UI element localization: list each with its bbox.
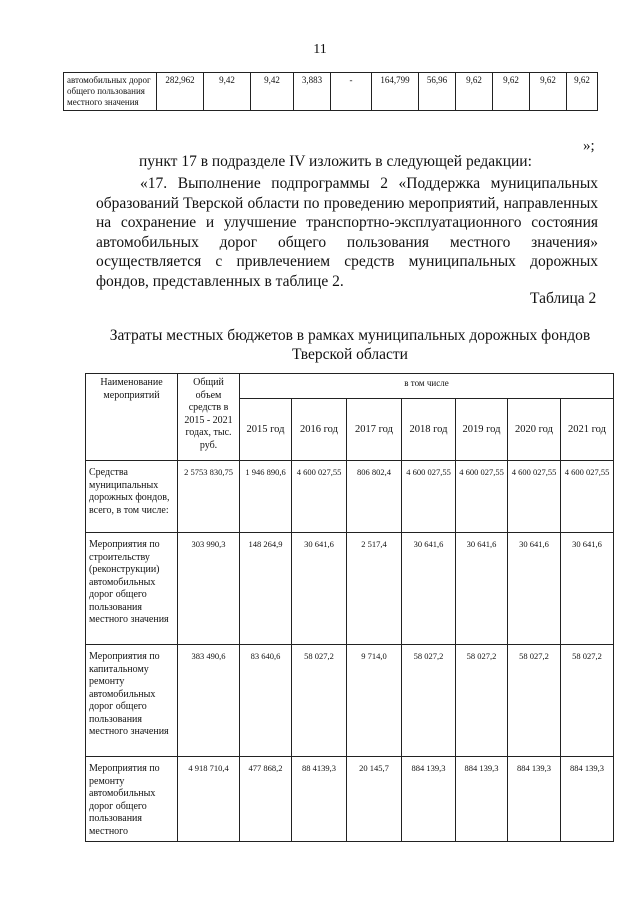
table-cell: 148 264,9	[240, 533, 292, 645]
table-cell: 4 600 027,55	[456, 461, 508, 533]
table-cell: 884 139,3	[561, 757, 614, 842]
row-name: Мероприятия по строительству (реконструкции) автомобильных дорог общего пользования местного значения	[86, 533, 178, 645]
table-cell: 58 027,2	[561, 645, 614, 757]
row-name: Средства муниципальных дорожных фондов, всего, в том числе:	[86, 461, 178, 533]
table-cell: 282,962	[157, 73, 204, 111]
header-year: 2017 год	[347, 399, 402, 461]
table-cell: 3,883	[294, 73, 331, 111]
table-cell: 9,62	[493, 73, 530, 111]
table-cell: 30 641,6	[402, 533, 456, 645]
table-row	[86, 645, 614, 757]
table-row	[86, 757, 614, 842]
table-cell: 4 600 027,55	[292, 461, 347, 533]
table-cell: 1 946 890,6	[240, 461, 292, 533]
header-year: 2019 год	[456, 399, 508, 461]
header-total: Общий объем средств в 2015 - 2021 годах, тыс. руб.	[178, 374, 240, 461]
table-cell: 9,42	[204, 73, 251, 111]
table-cell: 9,62	[567, 73, 598, 111]
table-cell: 806 802,4	[347, 461, 402, 533]
expenditure-table	[85, 373, 614, 842]
row-total: 2 5753 830,75	[178, 461, 240, 533]
table-cell: 30 641,6	[292, 533, 347, 645]
table-cell: 884 139,3	[456, 757, 508, 842]
table-cell: 58 027,2	[508, 645, 561, 757]
previous-table-fragment	[63, 72, 598, 111]
table-cell: 4 600 027,55	[402, 461, 456, 533]
row-name: Мероприятия по капитальному ремонту автомобильных дорог общего пользования местного значения	[86, 645, 178, 757]
amendment-intro-paragraph: пункт 17 в подразделе IV изложить в следующей редакции:	[139, 153, 532, 170]
page-number: 11	[313, 42, 327, 57]
header-year: 2015 год	[240, 399, 292, 461]
header-including: в том числе	[240, 374, 614, 399]
table-cell: 164,799	[372, 73, 419, 111]
header-year: 2021 год	[561, 399, 614, 461]
table-header-row	[86, 374, 614, 399]
table-row	[86, 533, 614, 645]
table-cell: 9,62	[456, 73, 493, 111]
table-row	[64, 73, 598, 111]
table-cell: 30 641,6	[456, 533, 508, 645]
row-total: 4 918 710,4	[178, 757, 240, 842]
table-cell: 58 027,2	[292, 645, 347, 757]
table-cell: 56,96	[419, 73, 456, 111]
table-cell: 9,62	[530, 73, 567, 111]
table-cell: 4 600 027,55	[508, 461, 561, 533]
row-total: 303 990,3	[178, 533, 240, 645]
header-name: Наименование мероприятий	[86, 374, 178, 461]
table-cell: 2 517,4	[347, 533, 402, 645]
row-name: Мероприятия по ремонту автомобильных дорог общего пользования местного	[86, 757, 178, 842]
row-total: 383 490,6	[178, 645, 240, 757]
table-cell: 884 139,3	[508, 757, 561, 842]
table-cell: 88 4139,3	[292, 757, 347, 842]
table-cell: 20 145,7	[347, 757, 402, 842]
header-year: 2020 год	[508, 399, 561, 461]
table-label: Таблица 2	[530, 290, 597, 307]
table-cell: 884 139,3	[402, 757, 456, 842]
table-title: Затраты местных бюджетов в рамках муниципальных дорожных фондов Тверской области	[109, 327, 591, 363]
table-cell: 477 868,2	[240, 757, 292, 842]
table-cell: 9 714,0	[347, 645, 402, 757]
amendment-text-paragraph: «17. Выполнение подпрограммы 2 «Поддержка муниципальных образований Тверской области по проведению мероприятий, направленных на сохранение и улучшение транспортно-эксплуатационного состояния автомобильных дорог общего пользования местного значения» осуществляется с привлечением средств муниципальных дорожных фондов, представленных в таблице 2.	[96, 175, 598, 290]
table-cell: 58 027,2	[456, 645, 508, 757]
table-cell: 58 027,2	[402, 645, 456, 757]
row-label: автомобильных дорог общего пользования местного значения	[64, 73, 157, 111]
table-cell: 30 641,6	[561, 533, 614, 645]
table-cell: -	[331, 73, 372, 111]
table-row	[86, 461, 614, 533]
header-year: 2018 год	[402, 399, 456, 461]
header-year: 2016 год	[292, 399, 347, 461]
table-cell: 83 640,6	[240, 645, 292, 757]
table-cell: 9,42	[251, 73, 294, 111]
closing-quote-mark: »;	[583, 138, 595, 154]
table-cell: 30 641,6	[508, 533, 561, 645]
table-cell: 4 600 027,55	[561, 461, 614, 533]
